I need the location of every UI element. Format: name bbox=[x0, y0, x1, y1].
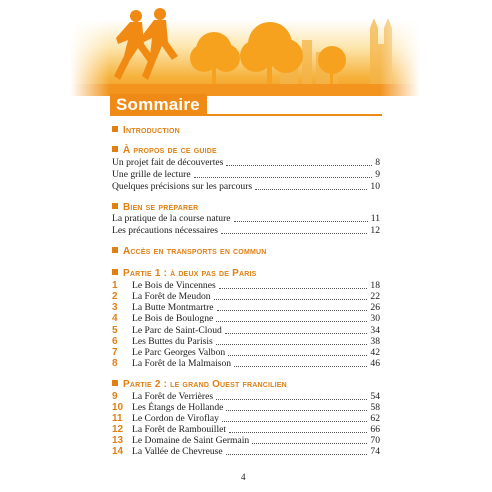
toc-entry[interactable]: 2 La Forêt de Meudon 22 bbox=[112, 291, 380, 302]
toc-entry[interactable]: Les précautions nécessaires 12 bbox=[112, 225, 380, 236]
title-box bbox=[110, 94, 207, 116]
section-heading-preparation: Bien se préparer bbox=[112, 202, 198, 213]
square-bullet-icon bbox=[112, 146, 118, 152]
section-heading-guide: À propos de ce guide bbox=[112, 145, 217, 156]
toc-entry[interactable]: 8 La Forêt de la Malmaison 46 bbox=[112, 358, 380, 369]
toc-entry[interactable]: 7 Le Parc Georges Valbon 42 bbox=[112, 347, 380, 358]
toc-entry[interactable]: 11 Le Cordon de Viroflay 62 bbox=[112, 413, 380, 424]
square-bullet-icon bbox=[112, 203, 118, 209]
toc-entry[interactable]: 6 Les Buttes du Parisis 38 bbox=[112, 336, 380, 347]
toc-entry[interactable]: Un projet fait de découvertes 8 bbox=[112, 157, 380, 168]
title-underline bbox=[207, 114, 382, 116]
toc-entry[interactable]: 1 Le Bois de Vincennes 18 bbox=[112, 280, 380, 291]
square-bullet-icon bbox=[112, 126, 118, 132]
toc-entry[interactable]: 4 Le Bois de Boulogne 30 bbox=[112, 313, 380, 324]
toc-entry[interactable]: 5 Le Parc de Saint-Cloud 34 bbox=[112, 325, 380, 336]
square-bullet-icon bbox=[112, 247, 118, 253]
toc-entry[interactable]: 13 Le Domaine de Saint Germain 70 bbox=[112, 435, 380, 446]
toc-entry[interactable]: La pratique de la course nature 11 bbox=[112, 213, 380, 224]
section-heading-introduction: Introduction bbox=[112, 125, 180, 136]
page-title: Sommaire bbox=[116, 95, 200, 114]
toc-entry[interactable]: Une grille de lecture 9 bbox=[112, 169, 380, 180]
title-bar bbox=[110, 94, 382, 116]
toc-entry[interactable]: Quelques précisions sur les parcours 10 bbox=[112, 181, 380, 192]
section-heading-partie-2: Partie 2 : le grand Ouest francilien bbox=[112, 379, 287, 390]
square-bullet-icon bbox=[112, 380, 118, 386]
toc-entry[interactable]: 14 La Vallée de Chevreuse 74 bbox=[112, 446, 380, 457]
section-heading-transport: Accès en transports en commun bbox=[112, 246, 267, 257]
square-bullet-icon bbox=[112, 269, 118, 275]
toc-entry[interactable]: 12 La Forêt de Rambouillet 66 bbox=[112, 424, 380, 435]
page-number: 4 bbox=[241, 472, 246, 482]
toc-entry[interactable]: 3 La Butte Montmartre 26 bbox=[112, 302, 380, 313]
toc-entry[interactable]: 9 La Forêt de Verrières 54 bbox=[112, 391, 380, 402]
toc-entry[interactable]: 10 Les Étangs de Hollande 58 bbox=[112, 402, 380, 413]
section-heading-partie-1: Partie 1 : à deux pas de Paris bbox=[112, 268, 257, 279]
runners-skyline-illustration bbox=[70, 0, 420, 96]
